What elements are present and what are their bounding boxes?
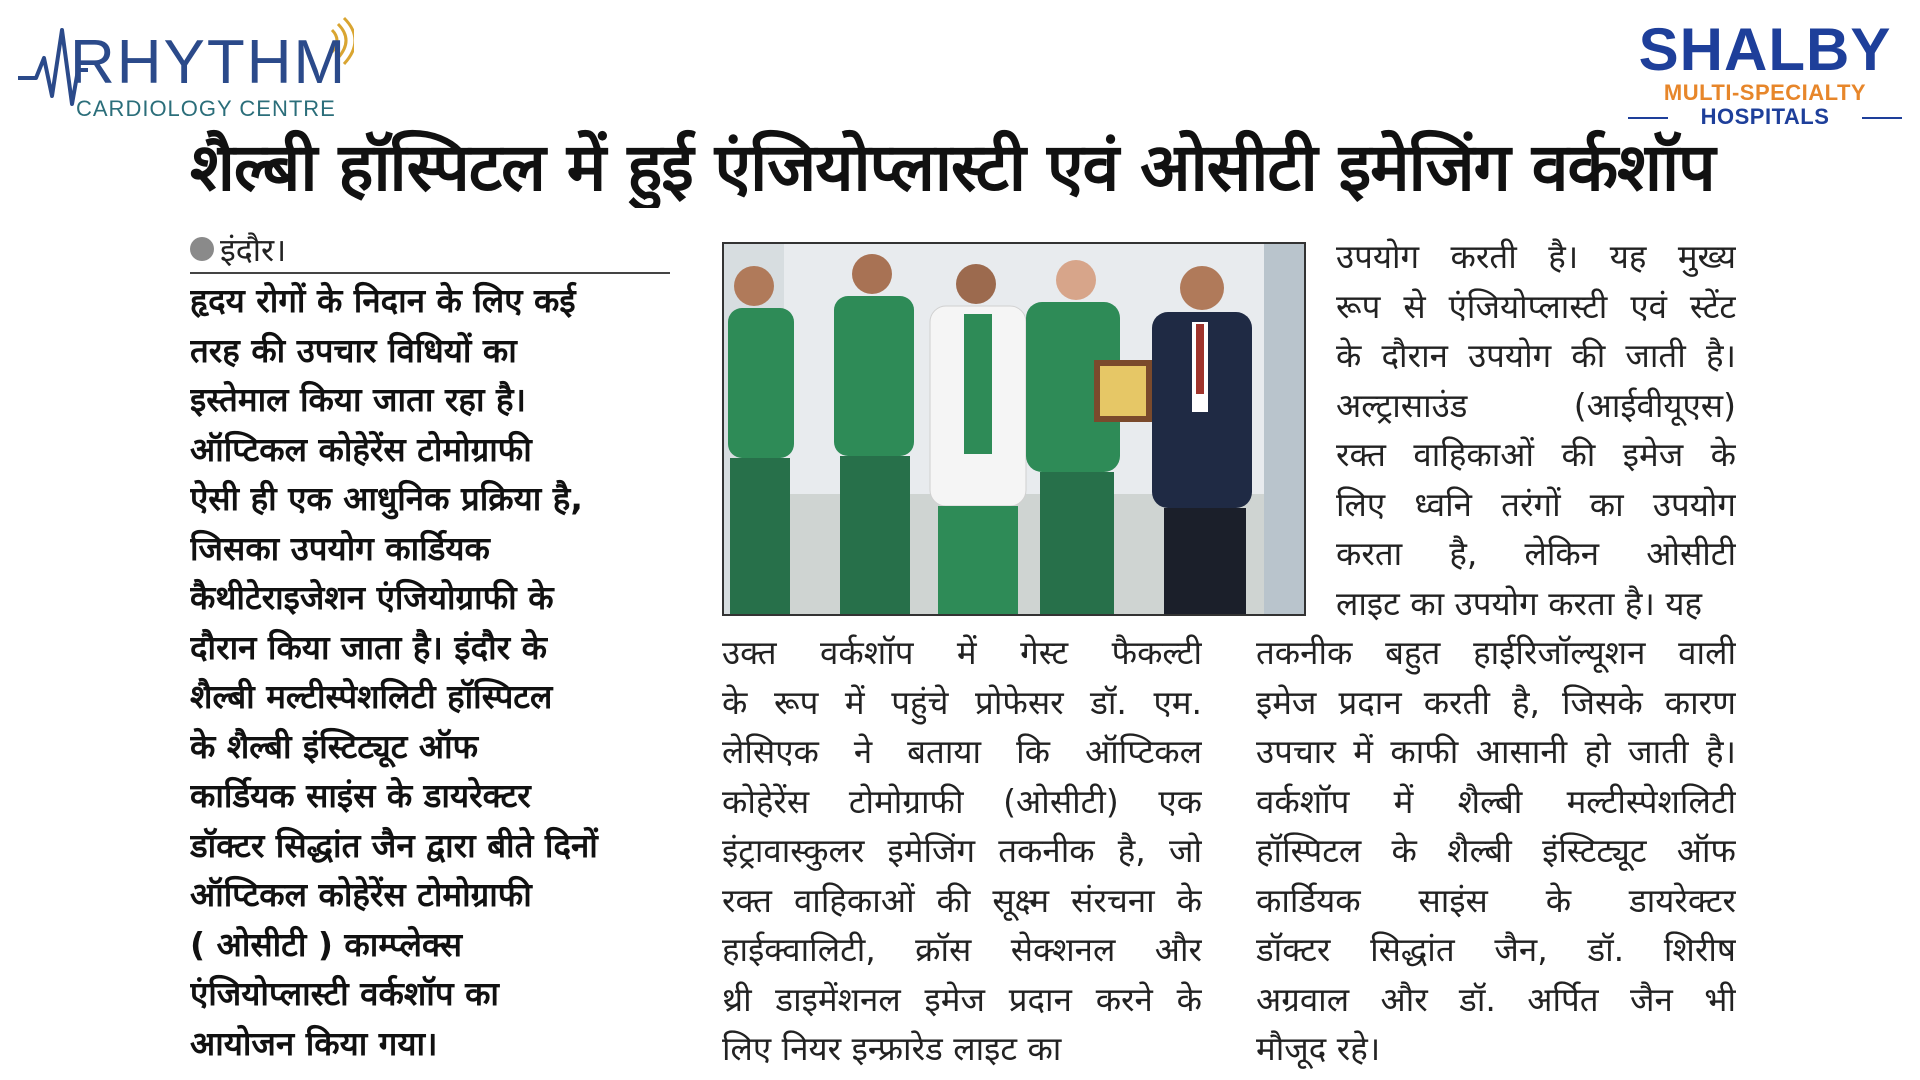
text-line: शैल्बी मल्टीस्पेशलिटी हॉस्पिटल <box>190 677 553 716</box>
rhythm-logo-name: RHYTHM <box>70 28 348 97</box>
text-line: लिए ध्वनि तरंगों का उपयोग <box>1336 484 1736 524</box>
text-line: ऐसी ही एक आधुनिक प्रक्रिया है, <box>190 479 583 518</box>
text-line: उपचार में काफी आसानी हो जाती है। <box>1256 732 1736 771</box>
shalby-logo-line1: MULTI-SPECIALTY <box>1663 80 1867 105</box>
text-line: हॉस्पिटल के शैल्बी इंस्टिट्यूट ऑफ <box>1256 831 1736 870</box>
article-column-3-top <box>1336 232 1736 628</box>
text-line: दौरान किया जाता है। इंदौर के <box>190 627 547 667</box>
text-line: कार्डियक साइंस के डायरेक्टर <box>1256 880 1736 920</box>
text-line: कार्डियक साइंस के डायरेक्टर <box>190 776 531 815</box>
text-line: करता है, लेकिन ओसीटी <box>1336 534 1736 573</box>
article-column-1 <box>190 276 680 1068</box>
rhythm-logo-subtitle: CARDIOLOGY CENTRE <box>76 96 336 121</box>
text-line: अल्ट्रासाउंड (आईवीयूएस) <box>1336 385 1736 425</box>
text-line: जिसका उपयोग कार्डियक <box>190 528 490 568</box>
text-line: रूप से एंजियोप्लास्टी एवं स्टेंट <box>1336 286 1736 326</box>
article-dateline <box>190 228 670 274</box>
text-line: एंजियोप्लास्टी वर्कशॉप का <box>190 974 499 1013</box>
text-line: वर्कशॉप में शैल्बी मल्टीस्पेशलिटी <box>1256 781 1736 821</box>
text-line: थ्री डाइमेंशनल इमेज प्रदान करने के <box>722 979 1202 1019</box>
text-line: ऑप्टिकल कोहेरेंस टोमोग्राफी <box>190 875 532 914</box>
text-line: लाइट का उपयोग करता है। यह <box>1336 583 1703 623</box>
text-line: ऑप्टिकल कोहेरेंस टोमोग्राफी <box>190 429 532 469</box>
text-line: लिए नियर इन्फ्रारेड लाइट का <box>722 1029 1062 1068</box>
shalby-logo-divider-right <box>1862 117 1902 119</box>
text-line: लेसिएक ने बताया कि ऑप्टिकल <box>722 732 1202 771</box>
text-line: आयोजन किया गया। <box>190 1023 438 1063</box>
text-line: कोहेरेंस टोमोग्राफी (ओसीटी) एक <box>722 781 1202 821</box>
article-column-2 <box>722 628 1202 1074</box>
shalby-logo-line2: HOSPITALS <box>1700 104 1830 129</box>
text-line: अग्रवाल और डॉ. अर्पित जैन भी <box>1256 979 1736 1019</box>
rhythm-logo <box>14 12 354 122</box>
shalby-logo-name: SHALBY <box>1638 16 1892 83</box>
text-line: रक्त वाहिकाओं की इमेज के <box>1336 435 1736 474</box>
text-line: के शैल्बी इंस्टिट्यूट ऑफ <box>190 726 479 766</box>
text-line: हाईक्वालिटी, क्रॉस सेक्शनल और <box>722 930 1202 969</box>
text-line: के दौरान उपयोग की जाती है। <box>1336 336 1736 375</box>
text-line: के रूप में पहुंचे प्रोफेसर डॉ. एम. <box>722 682 1202 722</box>
text-line: उक्त वर्कशॉप में गेस्ट फैकल्टी <box>722 633 1202 672</box>
group-photo-illustration <box>724 244 1306 616</box>
text-line: हृदय रोगों के निदान के लिए कई <box>190 281 576 320</box>
text-line: इमेज प्रदान करती है, जिसके कारण <box>1256 682 1736 722</box>
text-line: तकनीक बहुत हाईरिजॉल्यूशन वाली <box>1256 633 1736 672</box>
text-line: रक्त वाहिकाओं की सूक्ष्म संरचना के <box>722 880 1202 920</box>
dateline-text: इंदौर। <box>220 231 287 269</box>
bullet-icon <box>190 237 214 261</box>
article-headline: शैल्बी हॉस्पिटल में हुई एंजियोप्लास्टी एवं ओसीटी इमेजिंग वर्कशॉप <box>190 129 1715 206</box>
text-line: इस्तेमाल किया जाता रहा है। <box>190 380 527 419</box>
text-line: ( ओसीटी ) काम्प्लेक्स <box>190 924 463 964</box>
shalby-logo <box>1620 14 1910 129</box>
article-photo <box>722 242 1306 616</box>
text-line: तरह की उपचार विधियों का <box>190 330 517 370</box>
text-line: इंट्रावास्कुलर इमेजिंग तकनीक है, जो <box>722 831 1202 870</box>
text-line: कैथीटेराइजेशन एंजियोग्राफी के <box>190 578 554 617</box>
text-line: उपयोग करती है। यह मुख्य <box>1336 237 1736 276</box>
article-column-3-bottom <box>1256 628 1736 1074</box>
text-line: डॉक्टर सिद्धांत जैन, डॉ. शिरीष <box>1256 930 1736 969</box>
text-line: डॉक्टर सिद्धांत जैन द्वारा बीते दिनों <box>190 825 598 865</box>
text-line: मौजूद रहे। <box>1256 1029 1381 1068</box>
